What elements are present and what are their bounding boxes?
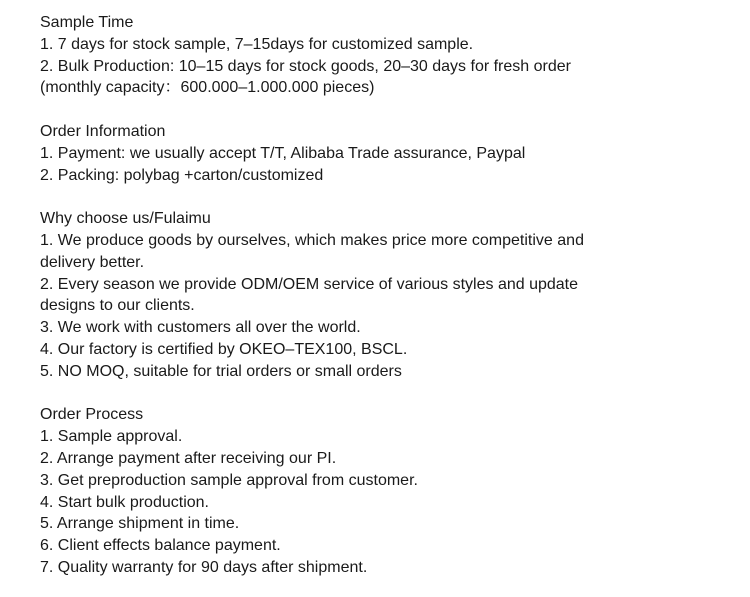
section-title: Why choose us/Fulaimu	[40, 210, 211, 228]
text-line: 3. We work with customers all over the world.	[40, 319, 361, 337]
text-line: designs to our clients.	[40, 297, 195, 315]
text-line: 5. NO MOQ, suitable for trial orders or small orders	[40, 362, 402, 380]
text-line: 1. We produce goods by ourselves, which makes price more competitive and	[40, 231, 584, 249]
text-line: 2. Packing: polybag +carton/customized	[40, 166, 324, 184]
section-title: Sample Time	[40, 14, 134, 31]
section-title: Order Information	[40, 122, 166, 140]
section-order-information	[40, 121, 730, 186]
text-line: 4. Our factory is certified by OKEO–TEX100, BSCL.	[40, 340, 408, 358]
text-line: 1. Payment: we usually accept T/T, Alibaba Trade assurance, Paypal	[40, 144, 526, 162]
text-line: 4. Start bulk production.	[40, 493, 209, 511]
text-line: 6. Client effects balance payment.	[40, 537, 281, 555]
document-body	[40, 12, 730, 579]
text-line: 3. Get preproduction sample approval from customer.	[40, 471, 418, 489]
section-why-choose-us	[40, 208, 730, 382]
text-line: 7. Quality warranty for 90 days after shipment.	[40, 558, 368, 576]
section-title: Order Process	[40, 406, 144, 424]
section-order-process	[40, 404, 730, 578]
text-line: 1. 7 days for stock sample, 7–15days for customized sample.	[40, 35, 474, 53]
text-line: delivery better.	[40, 253, 145, 271]
text-line: 1. Sample approval.	[40, 428, 183, 446]
section-sample-time	[40, 12, 730, 99]
text-line: 2. Arrange payment after receiving our PI.	[40, 449, 337, 467]
text-line: 2. Bulk Production: 10–15 days for stock goods, 20–30 days for fresh order	[40, 57, 571, 75]
text-line: 5. Arrange shipment in time.	[40, 515, 240, 533]
text-line: (monthly capacity：600.000–1.000.000 pieces)	[40, 79, 375, 97]
text-line: 2. Every season we provide ODM/OEM service of various styles and update	[40, 275, 579, 293]
